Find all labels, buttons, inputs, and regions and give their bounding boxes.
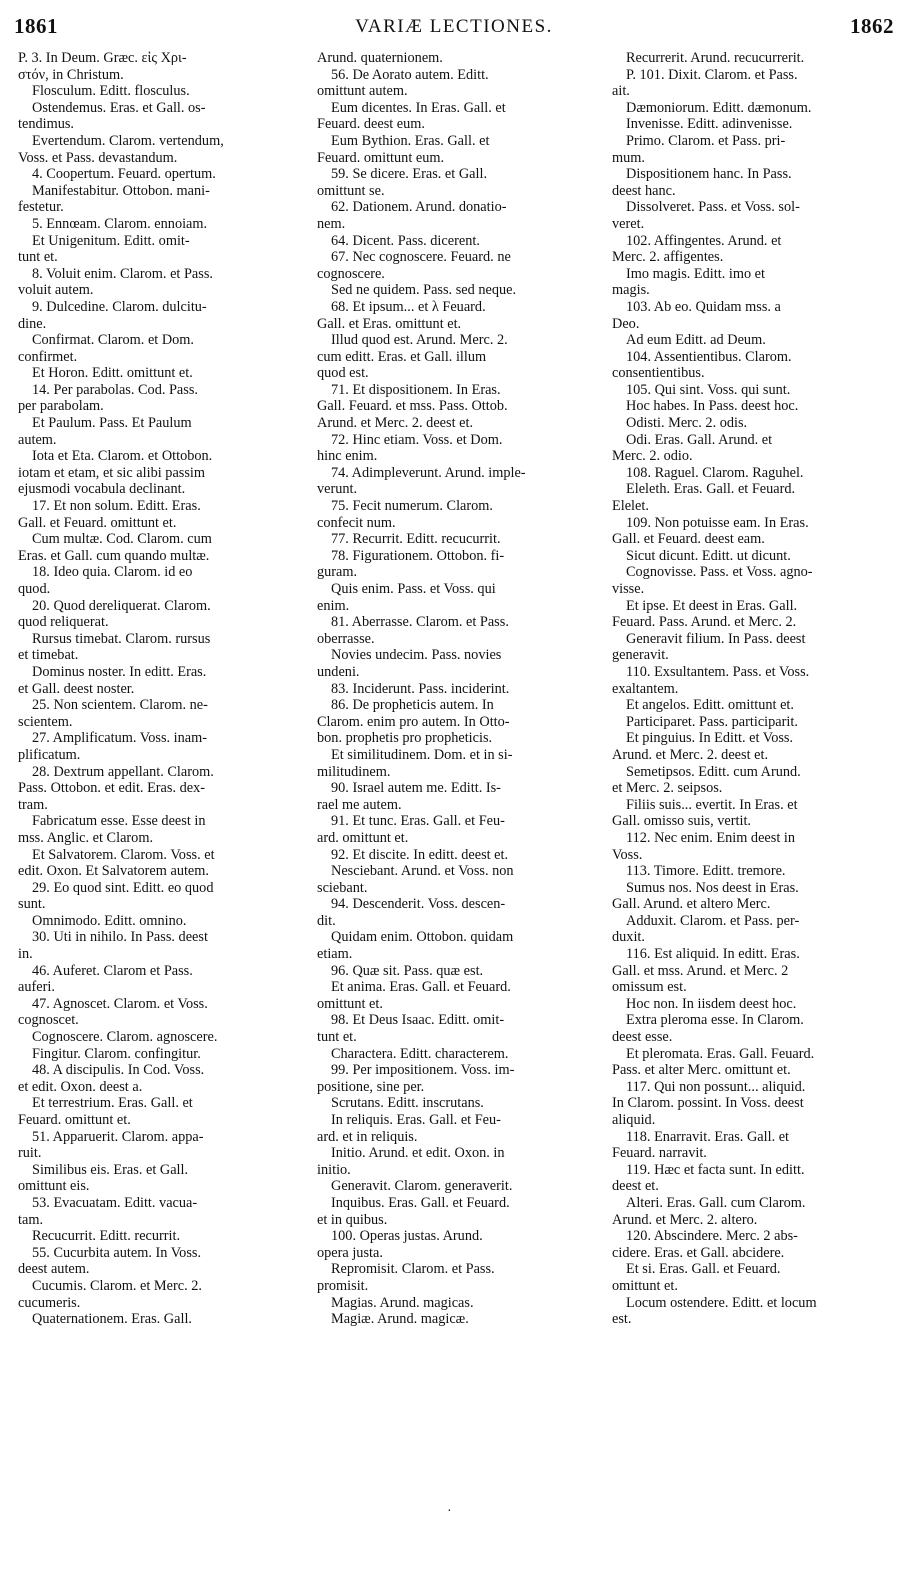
- text-line: Evertendum. Clarom. vertendum,: [32, 132, 224, 149]
- text-line: 30. Uti in nihilo. In Pass. deest: [32, 929, 208, 946]
- text-line: Rursus timebat. Clarom. rursus: [32, 630, 211, 647]
- text-line: iotam et etam, et sic alibi passim: [18, 464, 206, 481]
- text-line: Flosculum. Editt. flosculus.: [32, 83, 190, 100]
- text-line: Hoc habes. In Pass. deest hoc.: [626, 398, 799, 415]
- text-line: initio.: [317, 1161, 351, 1178]
- text-line: cum editt. Eras. et Gall. illum: [317, 348, 487, 365]
- text-line: visse.: [612, 581, 645, 597]
- text-line: quod.: [18, 581, 51, 597]
- text-line: 8. Voluit enim. Clarom. et Pass.: [32, 265, 213, 282]
- text-line: Eum Bythion. Eras. Gall. et: [331, 132, 490, 149]
- text-line: Alteri. Eras. Gall. cum Clarom.: [626, 1194, 806, 1211]
- text-line: 72. Hinc etiam. Voss. et Dom.: [331, 431, 503, 448]
- text-line: dit.: [317, 912, 336, 929]
- text-line: verunt.: [317, 481, 358, 498]
- text-line: 9. Dulcedine. Clarom. dulcitu-: [32, 298, 207, 315]
- text-line: 47. Agnoscet. Clarom. et Voss.: [32, 995, 208, 1012]
- text-line: Merc. 2. odio.: [612, 448, 693, 465]
- text-line: Confirmat. Clarom. et Dom.: [32, 332, 195, 349]
- text-line: In Clarom. possint. In Voss. deest: [612, 1095, 804, 1112]
- text-line: Quidam enim. Ottobon. quidam: [331, 929, 514, 946]
- text-line: deest esse.: [612, 1029, 673, 1046]
- text-line: 77. Recurrit. Editt. recucurrit.: [331, 531, 501, 548]
- text-line: 112. Nec enim. Enim deest in: [626, 829, 796, 846]
- text-line: Iota et Eta. Clarom. et Ottobon.: [32, 448, 213, 465]
- text-line: 81. Aberrasse. Clarom. et Pass.: [331, 614, 509, 631]
- text-line: scientem.: [18, 713, 73, 730]
- text-line: Recucurrit. Editt. recurrit.: [32, 1228, 181, 1245]
- text-line: Elelet.: [612, 498, 649, 515]
- text-line: Generavit filium. In Pass. deest: [626, 630, 806, 647]
- text-line: Dissolveret. Pass. et Voss. sol-: [626, 199, 800, 216]
- text-line: et Gall. deest noster.: [18, 680, 135, 697]
- page-header: [14, 14, 894, 44]
- text-line: ard. omittunt et.: [317, 829, 409, 846]
- text-line: sciebant.: [317, 879, 368, 896]
- text-line: 18. Ideo quia. Clarom. id eo: [32, 564, 193, 581]
- text-line: Et Unigenitum. Editt. omit-: [32, 232, 190, 249]
- text-line: 29. Eo quod sint. Editt. eo quod: [32, 879, 214, 896]
- text-line: Magias. Arund. magicas.: [331, 1294, 474, 1311]
- text-line: Adduxit. Clarom. et Pass. per-: [626, 912, 800, 929]
- text-line: 67. Nec cognoscere. Feuard. ne: [331, 249, 511, 266]
- text-line: Manifestabitur. Ottobon. mani-: [32, 182, 210, 199]
- text-line: Gall. et Feuard. deest eam.: [612, 531, 765, 548]
- text-line: Sumus nos. Nos deest in Eras.: [626, 879, 799, 896]
- text-line: 75. Fecit numerum. Clarom.: [331, 498, 494, 515]
- text-line: omittunt autem.: [317, 83, 408, 100]
- footer-ornament: ·: [447, 1504, 452, 1519]
- text-line: consentientibus.: [612, 365, 705, 382]
- text-line: Et pinguius. In Editt. et Voss.: [626, 730, 794, 747]
- text-line: tendimus.: [18, 116, 74, 133]
- text-line: Feuard. narravit.: [612, 1145, 707, 1162]
- text-line: bon. prophetis pro propheticis.: [317, 730, 493, 747]
- text-line: 94. Descenderit. Voss. descen-: [331, 896, 506, 913]
- text-line: auferi.: [18, 979, 55, 996]
- text-line: 64. Dicent. Pass. dicerent.: [331, 232, 480, 249]
- text-line: 103. Ab eo. Quidam mss. a: [626, 298, 781, 315]
- text-line: ard. et in reliquis.: [317, 1128, 418, 1145]
- text-line: Quis enim. Pass. et Voss. qui: [331, 581, 496, 597]
- text-line: Omnimodo. Editt. omnino.: [32, 912, 187, 929]
- text-line: Dæmoniorum. Editt. dæmonum.: [626, 99, 812, 116]
- text-line: cognoscere.: [317, 265, 385, 282]
- text-line: omittunt et.: [317, 995, 383, 1012]
- text-line: 17. Et non solum. Editt. Eras.: [32, 498, 201, 515]
- text-line: Et ipse. Et deest in Eras. Gall.: [626, 597, 798, 614]
- text-line: positione, sine per.: [317, 1078, 425, 1095]
- text-line: Inquibus. Eras. Gall. et Feuard.: [331, 1194, 510, 1211]
- text-line: Gall. et Feuard. omittunt et.: [18, 514, 177, 531]
- text-line: magis.: [612, 282, 650, 299]
- text-line: festetur.: [18, 199, 64, 216]
- text-line: Cum multæ. Cod. Clarom. cum: [32, 531, 212, 548]
- text-line: Arund. et Merc. 2. deest et.: [612, 746, 769, 763]
- text-line: Gall. Feuard. et mss. Pass. Ottob.: [317, 398, 508, 415]
- text-line: voluit autem.: [18, 282, 94, 299]
- text-line: Recurrerit. Arund. recucurrerit.: [626, 50, 805, 66]
- text-line: 113. Timore. Editt. tremore.: [626, 863, 786, 880]
- text-line: Filiis suis... evertit. In Eras. et: [626, 796, 798, 813]
- text-line: generavit.: [612, 647, 669, 664]
- text-line: Gall. omisso suis, vertit.: [612, 813, 751, 830]
- text-line: mum.: [612, 149, 645, 166]
- text-line: duxit.: [612, 929, 645, 946]
- text-line: 71. Et dispositionem. In Eras.: [331, 381, 501, 398]
- text-line: Gall. et Eras. omittunt et.: [317, 315, 462, 332]
- text-line: Et pleromata. Eras. Gall. Feuard.: [626, 1045, 815, 1062]
- text-line: Generavit. Clarom. generaverit.: [331, 1178, 513, 1195]
- text-line: Repromisit. Clarom. et Pass.: [331, 1261, 495, 1278]
- text-line: Locum ostendere. Editt. et locum: [626, 1294, 817, 1311]
- text-line: Feuard. deest eum.: [317, 116, 425, 133]
- text-line: 5. Ennœam. Clarom. ennoiam.: [32, 215, 208, 232]
- text-line: 74. Adimpleverunt. Arund. imple-: [331, 464, 526, 481]
- text-line: 62. Dationem. Arund. donatio-: [331, 199, 507, 216]
- text-line: Eras. et Gall. cum quando multæ.: [18, 547, 210, 564]
- text-line: Fabricatum esse. Esse deest in: [32, 813, 206, 830]
- text-line: 99. Per impositionem. Voss. im-: [331, 1062, 515, 1079]
- text-line: 78. Figurationem. Ottobon. fi-: [331, 547, 505, 564]
- text-line: 116. Est aliquid. In editt. Eras.: [626, 946, 800, 963]
- text-line: 46. Auferet. Clarom et Pass.: [32, 962, 193, 979]
- text-line: veret.: [612, 215, 645, 232]
- text-line: Cucumis. Clarom. et Merc. 2.: [32, 1277, 202, 1294]
- text-column-right: [612, 50, 894, 1550]
- text-line: in.: [18, 946, 33, 963]
- text-line: deest autem.: [18, 1261, 90, 1278]
- text-line: Voss.: [612, 846, 643, 863]
- text-line: Similibus eis. Eras. et Gall.: [32, 1161, 189, 1178]
- text-line: Ostendemus. Eras. et Gall. os-: [32, 99, 206, 116]
- text-line: confecit num.: [317, 514, 396, 531]
- text-line: ejusmodi vocabula declinant.: [18, 481, 186, 498]
- text-line: Cognovisse. Pass. et Voss. agno-: [626, 564, 813, 581]
- text-line: tunt et.: [18, 249, 58, 266]
- text-line: Invenisse. Editt. adinvenisse.: [626, 116, 793, 133]
- text-line: Feuard. Pass. Arund. et Merc. 2.: [612, 614, 797, 631]
- text-line: 102. Affingentes. Arund. et: [626, 232, 782, 249]
- text-line: cidere. Eras. et Gall. abcidere.: [612, 1244, 785, 1261]
- text-line: hinc enim.: [317, 448, 378, 465]
- text-line: omittunt eis.: [18, 1178, 90, 1195]
- text-line: Novies undecim. Pass. novies: [331, 647, 502, 664]
- text-line: Voss. et Pass. devastandum.: [18, 149, 178, 166]
- text-line: Arund. quaternionem.: [317, 50, 443, 66]
- text-line: 92. Et discite. In editt. deest et.: [331, 846, 509, 863]
- text-line: Feuard. omittunt et.: [18, 1112, 131, 1128]
- text-line: et in quibus.: [317, 1211, 388, 1228]
- text-line: P. 3. In Deum. Græc. εἰς Χρι-: [18, 50, 187, 66]
- text-line: 119. Hæc et facta sunt. In editt.: [626, 1161, 805, 1178]
- text-line: 120. Abscindere. Merc. 2 abs-: [626, 1228, 798, 1245]
- text-line: Pass. Ottobon. et edit. Eras. dex-: [18, 780, 206, 797]
- text-line: Scrutans. Editt. inscrutans.: [331, 1095, 484, 1112]
- text-line: omittunt et.: [612, 1277, 678, 1294]
- text-line: Et anima. Eras. Gall. et Feuard.: [331, 979, 511, 996]
- text-line: 117. Qui non possunt... aliquid.: [626, 1078, 806, 1095]
- text-line: plificatum.: [18, 746, 81, 763]
- text-line: Et angelos. Editt. omittunt et.: [626, 697, 794, 714]
- text-line: tunt et.: [317, 1029, 357, 1046]
- text-line: promisit.: [317, 1277, 369, 1294]
- text-line: 108. Raguel. Clarom. Raguhel.: [626, 464, 804, 481]
- text-line: cognoscet.: [18, 1012, 79, 1029]
- text-line: Semetipsos. Editt. cum Arund.: [626, 763, 801, 780]
- text-line: 14. Per parabolas. Cod. Pass.: [32, 381, 198, 398]
- text-line: 105. Qui sint. Voss. qui sunt.: [626, 381, 791, 398]
- text-line: 51. Apparuerit. Clarom. appa-: [32, 1128, 204, 1145]
- text-line: 56. De Aorato autem. Editt.: [331, 66, 489, 83]
- text-line: Et Salvatorem. Clarom. Voss. et: [32, 846, 215, 863]
- text-line: militudinem.: [317, 763, 391, 780]
- text-line: per parabolam.: [18, 398, 104, 415]
- text-line: ruit.: [18, 1145, 42, 1162]
- text-line: 83. Inciderunt. Pass. inciderint.: [331, 680, 510, 697]
- text-line: 4. Coopertum. Feuard. opertum.: [32, 166, 216, 183]
- text-line: aliquid.: [612, 1112, 656, 1128]
- text-line: Extra pleroma esse. In Clarom.: [626, 1012, 804, 1029]
- text-line: cucumeris.: [18, 1294, 81, 1311]
- text-line: Imo magis. Editt. imo et: [626, 265, 765, 282]
- text-line: 98. Et Deus Isaac. Editt. omit-: [331, 1012, 505, 1029]
- text-line: 110. Exsultantem. Pass. et Voss.: [626, 663, 810, 680]
- text-line: Ad eum Editt. ad Deum.: [626, 332, 766, 349]
- text-line: autem.: [18, 431, 57, 448]
- text-line: Nesciebant. Arund. et Voss. non: [331, 863, 514, 880]
- text-line: Et terrestrium. Eras. Gall. et: [32, 1095, 193, 1112]
- text-line: Quaternationem. Eras. Gall.: [32, 1311, 192, 1328]
- text-line: 104. Assentientibus. Clarom.: [626, 348, 792, 365]
- text-line: Charactera. Editt. characterem.: [331, 1045, 509, 1062]
- text-line: edit. Oxon. Et Salvatorem autem.: [18, 863, 209, 880]
- text-line: Sicut dicunt. Editt. ut dicunt.: [626, 547, 791, 564]
- text-line: Gall. et mss. Arund. et Merc. 2: [612, 962, 789, 979]
- text-line: 86. De propheticis autem. In: [331, 697, 494, 714]
- text-line: Odisti. Merc. 2. odis.: [626, 415, 748, 432]
- text-line: deest et.: [612, 1178, 659, 1195]
- text-line: dine.: [18, 315, 47, 332]
- text-line: Fingitur. Clarom. confingitur.: [32, 1045, 201, 1062]
- text-column-left: [18, 50, 300, 1550]
- text-line: 68. Et ipsum... et λ Feuard.: [331, 298, 486, 315]
- text-line: quod est.: [317, 365, 369, 382]
- text-line: 100. Operas justas. Arund.: [331, 1228, 483, 1245]
- text-line: et timebat.: [18, 647, 79, 664]
- text-line: Dispositionem hanc. In Pass.: [626, 166, 792, 183]
- text-line: nem.: [317, 215, 346, 232]
- text-line: undeni.: [317, 663, 360, 680]
- text-line: exaltantem.: [612, 680, 679, 697]
- text-line: enim.: [317, 597, 350, 614]
- text-line: 118. Enarravit. Eras. Gall. et: [626, 1128, 790, 1145]
- text-line: 90. Israel autem me. Editt. Is-: [331, 780, 501, 797]
- text-line: Et Paulum. Pass. Et Paulum: [32, 415, 192, 432]
- text-line: Et si. Eras. Gall. et Feuard.: [626, 1261, 781, 1278]
- text-line: 48. A discipulis. In Cod. Voss.: [32, 1062, 205, 1079]
- text-line: Arund. et Merc. 2. altero.: [612, 1211, 758, 1228]
- text-line: 91. Et tunc. Eras. Gall. et Feu-: [331, 813, 505, 830]
- text-line: Clarom. enim pro autem. In Otto-: [317, 713, 510, 730]
- text-line: Illud quod est. Arund. Merc. 2.: [331, 332, 508, 349]
- text-line: mss. Anglic. et Clarom.: [18, 829, 154, 846]
- text-line: opera justa.: [317, 1244, 383, 1261]
- text-line: στόν, in Christum.: [18, 66, 124, 83]
- text-line: Pass. et alter Merc. omittunt et.: [612, 1062, 791, 1079]
- running-title: VARIÆ LECTIONES.: [355, 16, 553, 37]
- text-line: tram.: [18, 796, 48, 813]
- text-line: P. 101. Dixit. Clarom. et Pass.: [626, 66, 798, 83]
- text-line: deest hanc.: [612, 182, 676, 199]
- text-line: omittunt se.: [317, 182, 385, 199]
- text-line: Eleleth. Eras. Gall. et Feuard.: [626, 481, 796, 498]
- text-line: etiam.: [317, 946, 353, 963]
- text-line: Participaret. Pass. participarit.: [626, 713, 798, 730]
- page-number-left: 1861: [14, 14, 58, 38]
- text-line: tam.: [18, 1211, 44, 1228]
- text-line: Initio. Arund. et edit. Oxon. in: [331, 1145, 505, 1162]
- text-line: 28. Dextrum appellant. Clarom.: [32, 763, 214, 780]
- text-line: quod reliquerat.: [18, 614, 109, 631]
- text-line: Eum dicentes. In Eras. Gall. et: [331, 99, 506, 116]
- text-line: 27. Amplificatum. Voss. inam-: [32, 730, 208, 747]
- text-line: confirmet.: [18, 348, 78, 365]
- text-line: Cognoscere. Clarom. agnoscere.: [32, 1029, 218, 1046]
- text-line: 55. Cucurbita autem. In Voss.: [32, 1244, 202, 1261]
- text-line: Merc. 2. affigentes.: [612, 249, 724, 266]
- text-line: rael me autem.: [317, 796, 402, 813]
- text-line: Arund. et Merc. 2. deest et.: [317, 415, 474, 432]
- text-line: Dominus noster. In editt. Eras.: [32, 663, 207, 680]
- text-line: Gall. Arund. et altero Merc.: [612, 896, 771, 913]
- text-line: Et Horon. Editt. omittunt et.: [32, 365, 193, 382]
- text-line: Sed ne quidem. Pass. sed neque.: [331, 282, 517, 299]
- text-line: sunt.: [18, 896, 46, 913]
- text-line: Primo. Clarom. et Pass. pri-: [626, 132, 786, 149]
- text-line: et Merc. 2. seipsos.: [612, 780, 723, 797]
- text-line: 96. Quæ sit. Pass. quæ est.: [331, 962, 484, 979]
- text-line: omissum est.: [612, 979, 687, 996]
- text-line: est.: [612, 1311, 632, 1328]
- text-line: In reliquis. Eras. Gall. et Feu-: [331, 1112, 501, 1128]
- text-line: Hoc non. In iisdem deest hoc.: [626, 995, 797, 1012]
- text-line: oberrasse.: [317, 630, 375, 647]
- text-line: guram.: [317, 564, 358, 581]
- text-line: Odi. Eras. Gall. Arund. et: [626, 431, 773, 448]
- text-line: 25. Non scientem. Clarom. ne-: [32, 697, 208, 714]
- text-line: 59. Se dicere. Eras. et Gall.: [331, 166, 488, 183]
- text-line: 53. Evacuatam. Editt. vacua-: [32, 1194, 198, 1211]
- text-line: Deo.: [612, 315, 640, 332]
- text-line: 20. Quod dereliquerat. Clarom.: [32, 597, 211, 614]
- text-line: et edit. Oxon. deest a.: [18, 1078, 143, 1095]
- text-column-middle: [317, 50, 597, 1550]
- text-line: Feuard. omittunt eum.: [317, 149, 445, 166]
- text-line: 109. Non potuisse eam. In Eras.: [626, 514, 809, 531]
- text-line: Et similitudinem. Dom. et in si-: [331, 746, 513, 763]
- text-line: Magiæ. Arund. magicæ.: [331, 1311, 469, 1328]
- page-number-right: 1862: [850, 14, 894, 38]
- text-line: ait.: [612, 83, 630, 100]
